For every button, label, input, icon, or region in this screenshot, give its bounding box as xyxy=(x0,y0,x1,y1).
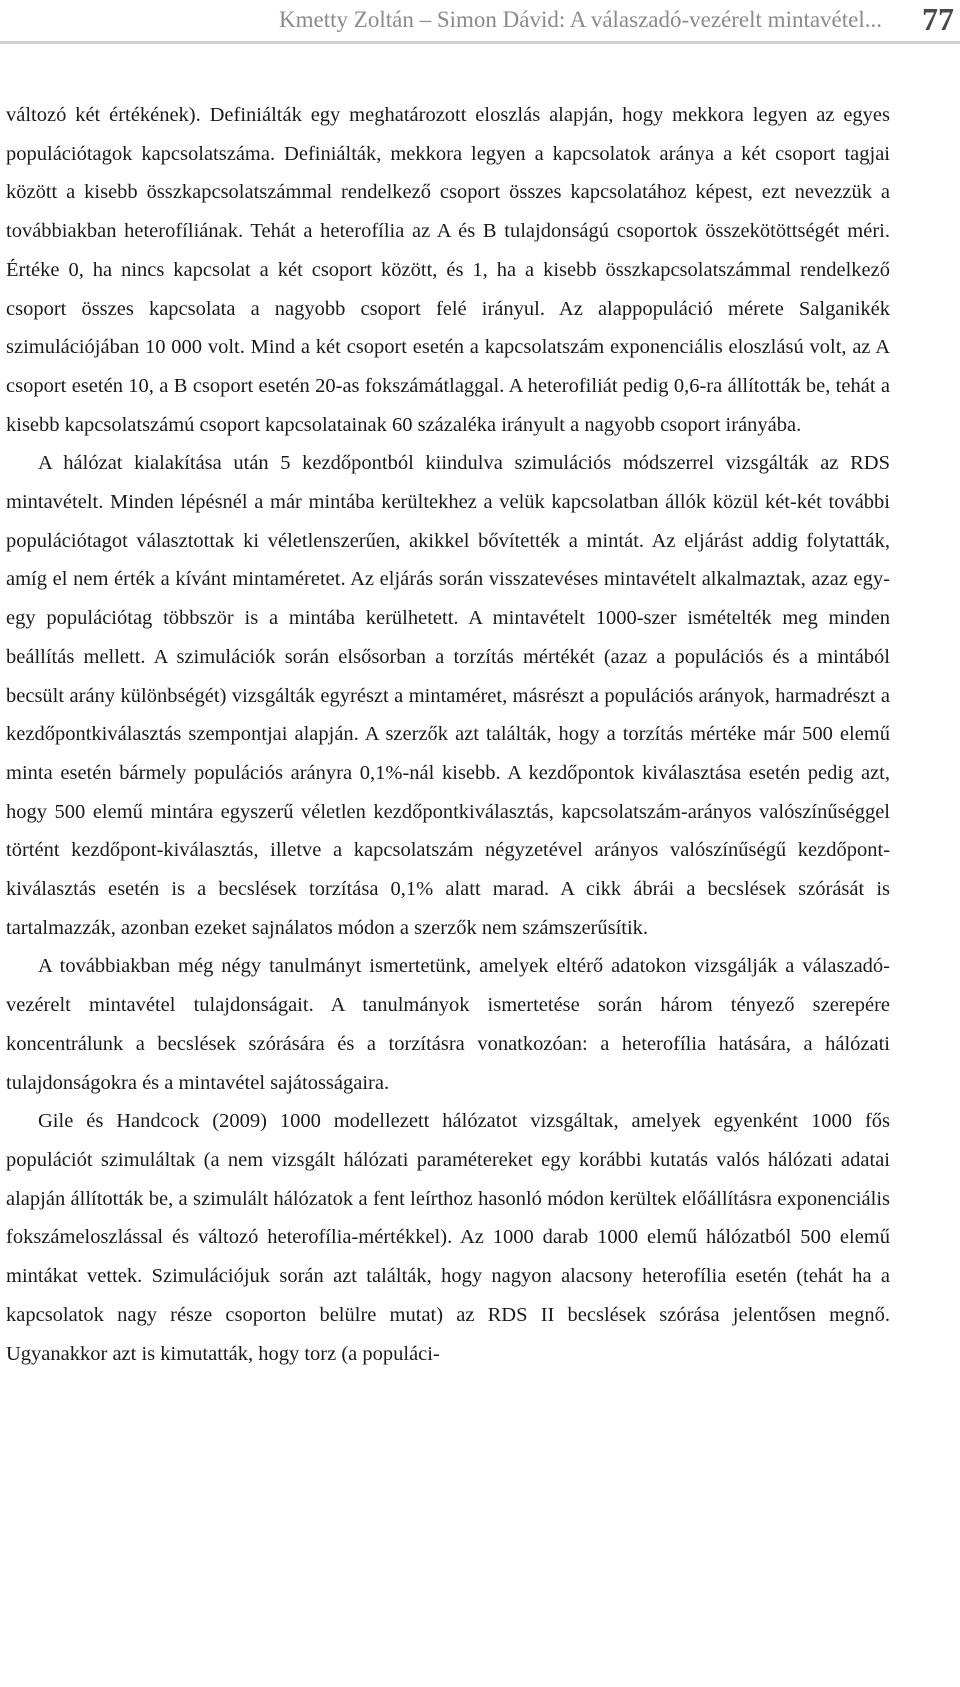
paragraph-simulation-method: A hálózat kialakítása után 5 kezdőpontból kiindulva szimulációs módszerrel vizsgálták az RDS mintavételt. Minden lépésnél a már mintába kerültekhez a velük kapcsolatban állók közül két-két további populációtagot választottak ki véletlenszerűen, akikkel bővítették a mintát. Az eljárást addig folytatták, amíg el nem érték a kívánt mintaméretet. Az eljárás során visszatevéses mintavételt alkalmaztak, azaz egy-egy populációtag többször is a mintába kerülhetett. A mintavételt 1000-szer ismételték meg minden beállítás mellett. A szimulációk során elsősorban a torzítás mértékét (azaz a populációs és a mintából becsült arány különbségét) vizsgálták egyrészt a mintaméret, másrészt a populációs arányok, harmadrészt a kezdőpontkiválasztás szempontjai alapján. A szerzők azt találták, hogy a torzítás mértéke már 500 elemű minta esetén bármely populációs arányra 0,1%-nál kisebb. A kezdőpontok kiválasztása esetén pedig azt, hogy 500 elemű mintára egyszerű véletlen kezdőpontkiválasztás, kapcsolatszám-arányos valószínűséggel történt kezdőpont-kiválasztás, illetve a kapcsolatszám négyzetével arányos valószínűségű kezdőpont-kiválasztás esetén is a becslések torzítása 0,1% alatt marad. A cikk ábrái a becslések szórását is tartalmazzák, azonban ezeket sajnálatos módon a szerzők nem számszerűsítik. xyxy=(6,452,890,939)
paragraph-continuation: változó két értékének). Definiálták egy meghatározott eloszlás alapján, hogy mekkora legyen az egyes populációtagok kapcsolatszáma. Definiálták, mekkora legyen a kapcsolatok aránya a két csoport tagjai között a kisebb összkapcsolatszámmal rendelkező csoport összes kapcsolatához képest, ezt nevezzük a továbbiakban heterofíliának. Tehát a heterofília az A és B tulajdonságú csoportok összekötöttségét méri. Értéke 0, ha nincs kapcsolat a két csoport között, és 1, ha a kisebb összkapcsolatszámmal rendelkező csoport összes kapcsolata a nagyobb csoport felé irányul. Az alappopuláció mérete Salganikék szimulációjában 10 000 volt. Mind a két csoport esetén a kapcsolatszám exponenciális eloszlású volt, az A csoport esetén 10, a B csoport esetén 20-as fokszámátlaggal. A heterofiliát pedig 0,6-ra állították be, tehát a kisebb kapcsolatszámú csoport kapcsolatainak 60 százaléka irányult a nagyobb csoport irányába. xyxy=(6,104,890,436)
body-text xyxy=(6,96,890,1373)
running-header xyxy=(0,0,960,44)
paragraph-further-studies: A továbbiakban még négy tanulmányt ismertetünk, amelyek eltérő adatokon vizsgálják a válaszadó-vezérelt mintavétel tulajdonságait. A tanulmányok ismertetése során három tényező szerepére koncentrálunk a becslések szórására és a torzításra vonatkozóan: a heterofília hatására, a hálózati tulajdonságokra és a mintavétel sajátosságaira. xyxy=(6,955,890,1094)
paragraph-gile-handcock: Gile és Handcock (2009) 1000 modellezett hálózatot vizsgáltak, amelyek egyenként 1000 fős populációt szimuláltak (a nem vizsgált hálózati paramétereket egy korábbi kutatás valós hálózati adatai alapján állították be, a szimulált hálózatok a fent leírthoz hasonló módon kerültek előállításra exponenciális fokszámeloszlással és változó heterofília-mértékkel). Az 1000 darab 1000 elemű hálózatból 500 elemű mintákat vettek. Szimulációjuk során azt találták, hogy nagyon alacsony heterofília esetén (tehát ha a kapcsolatok nagy része csoporton belülre mutat) az RDS II becslések szórása jelentősen megnő. Ugyanakkor azt is kimutatták, hogy torz (a populáci- xyxy=(6,1110,890,1365)
page-number: 77 xyxy=(922,1,954,37)
running-title: Kmetty Zoltán – Simon Dávid: A válaszadó-vezérelt mintavétel... xyxy=(279,7,882,32)
